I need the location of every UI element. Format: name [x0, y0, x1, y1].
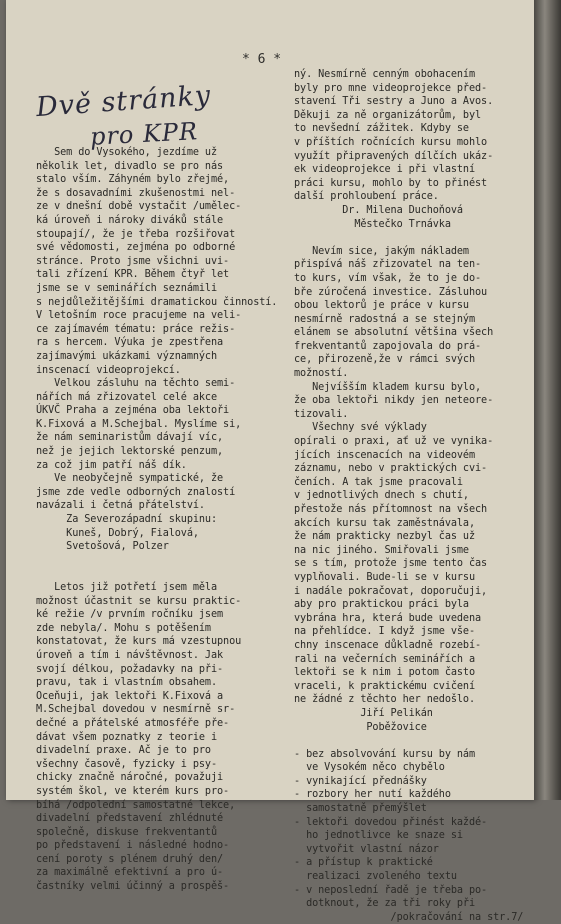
text-line: Městečko Trnávka [294, 218, 451, 230]
text-line: Kuneš, Dobrý, Fialová, [36, 527, 199, 539]
text-line: to kurs, vím však, že to je do- [294, 272, 482, 284]
handwritten-heading-line-2: pro KPR [89, 117, 199, 151]
text-line: se s tím, protože jsme tento čas [294, 558, 488, 570]
text-line: ho jednotlivce ke snaze si [294, 830, 463, 842]
text-line: vyplňovali. Bude-li se v kursu [294, 571, 476, 583]
text-line: možností. [294, 368, 349, 380]
text-line: inscenací videoprojekcí. [36, 364, 181, 376]
text-line: bíhá /odpolední samostatné lekce, [36, 799, 236, 811]
text-line: - lektoři dovedou přinést každé- [294, 816, 488, 828]
page-binding-edge [534, 0, 561, 800]
handwritten-heading-line-1: Dvě stránky [35, 79, 213, 124]
text-line: možnost účastnit se kursu praktic- [36, 595, 242, 607]
text-line [36, 554, 281, 568]
text-line: úroveň a tím i návštěvnost. Jak [36, 649, 224, 661]
text-line: V letošním roce pracujeme na veli- [36, 310, 242, 322]
text-line: ÚKVČ Praha a zejména oba lektoři [36, 405, 230, 417]
text-line: to nevšední zážitek. Kdyby se [294, 123, 469, 135]
text-line: ce, přirozeně,že v rámci svých [294, 354, 476, 366]
text-line: ný. Nesmírně cenným obohacením [294, 69, 476, 80]
left-text-column [36, 146, 281, 894]
text-line: Dr. Milena Duchoňová [294, 204, 463, 216]
text-line: přispívá náš zřizovatel na ten- [294, 259, 482, 271]
text-line: v příštích ročnících kursu mohlo [294, 136, 488, 148]
text-line: jících inscenacích na videovém [294, 449, 476, 461]
text-line: vybrána hra, která bude uvedena [294, 612, 482, 624]
text-line: realizaci zvoleného textu [294, 871, 457, 883]
text-line: systém škol, ve kterém kurs pro- [36, 785, 230, 797]
text-line: na nic jiného. Smiřovali jsme [294, 544, 469, 556]
text-line: stalo vším. Záhyném bylo zřejmé, [36, 174, 230, 186]
text-line: pravu, tak i vlastním obsahem. [36, 677, 218, 689]
text-line [294, 734, 526, 748]
text-line: vraceli, k praktickému cvičení [294, 680, 476, 692]
text-line: nářích má zřizovatel celé akce [36, 391, 218, 403]
text-line: aby pro praktickou práci byla [294, 599, 469, 611]
text-line: /pokračování na str.7/ [294, 911, 524, 923]
text-line: že nám seminaristům dávají víc, [36, 432, 224, 444]
text-line: využít připravených dílčích ukáz- [294, 150, 494, 162]
text-line: ra s hercem. Výuka je zpestřena [36, 337, 224, 349]
text-line: byly pro mne videoprojekce před- [294, 82, 488, 94]
text-line: čeních. A tak jsme pracovali [294, 476, 463, 488]
text-line: Jiří Pelikán [294, 707, 433, 719]
text-line: frekventantů zapojovala do prá- [294, 340, 482, 352]
text-line: - bez absolvování kursu by nám [294, 748, 476, 760]
text-line: za maximálně efektivní a pro ú- [36, 867, 224, 879]
text-line: své vědomosti, zejména po odborné [36, 242, 236, 254]
text-line: než je jejich lektorské penzum, [36, 446, 224, 458]
text-line: opírali o praxi, ať už ve vynika- [294, 436, 494, 448]
text-line: stoupají/, že je třeba rozšiřovat [36, 228, 236, 240]
text-line [36, 567, 281, 581]
text-line: Oceňuji, jak lektoři K.Fixová a [36, 690, 224, 702]
text-line: s nejdůležitějšími dramatickou činností. [36, 296, 278, 308]
text-line: svojí délkou, požadavky na při- [36, 663, 224, 675]
text-line: že oba lektoři nikdy jen neteore- [294, 395, 494, 407]
text-line: záznamu, nebo v praktických cvi- [294, 463, 488, 475]
text-line: ce zajímavém tématu: práce režis- [36, 323, 236, 335]
text-line: konstatovat, že kurs má vzestupnou [36, 636, 242, 648]
text-line: - rozbory her nutí každého [294, 789, 451, 801]
text-line: Letos již potřetí jsem měla [36, 582, 218, 593]
text-line: rali na večerních seminářích a [294, 653, 476, 665]
text-line: přestože nás přítomnost na všech [294, 504, 488, 515]
text-line: stavení Tři sestry a Juno a Avos. [294, 96, 494, 108]
text-line: že s dosavadními zkušenostmi nel- [36, 187, 236, 199]
text-line: - vynikající přednášky [294, 775, 427, 787]
text-line: Nevím sice, jakým nákladem [294, 245, 469, 257]
text-line: - a přístup k praktické [294, 857, 433, 869]
text-line: ké režie /v prvním ročníku jsem [36, 609, 224, 621]
text-line: po představení i následné hodno- [36, 840, 230, 852]
text-line: dávat všem poznatky z teorie i [36, 731, 218, 743]
text-line: častníky velmi účinný a prospěš- [36, 881, 230, 893]
page-number: * 6 * [242, 52, 282, 67]
text-line: v jednotlivých dnech s chutí, [294, 490, 469, 502]
text-line: chicky značně náročné, považuji [36, 772, 224, 784]
text-line: Všechny své výklady [294, 422, 427, 434]
text-line: - v neposlední řadě je třeba po- [294, 884, 488, 896]
text-line: tali zřízení KPR. Během čtyř let [36, 269, 230, 281]
text-line: obou lektorů je práce v kursu [294, 300, 469, 312]
text-line: všechny časově, fyzicky i psy- [36, 758, 218, 770]
text-line: jsme zde vedle odborných znalostí [36, 486, 236, 498]
text-line: ze v dnešní době vystačit /umělec- [36, 201, 242, 213]
text-line: zajímavými ukázkami významných [36, 350, 218, 362]
text-line: divadelní praxe. Ač je to pro [36, 745, 211, 757]
document-page [6, 0, 534, 923]
text-line: práci kursu, mohlo by to přinést [294, 177, 488, 189]
text-line: akcích kursu tak zaměstnávala, [294, 517, 476, 529]
right-text-column [294, 68, 526, 924]
text-line: Poběžovice [294, 721, 427, 733]
text-line: zde nebyla/. Mohu s potěšením [36, 622, 211, 634]
text-line: dotknout, že za tři roky při [294, 898, 476, 910]
text-line: na přehlídce. I když jsme vše- [294, 626, 476, 638]
text-line: ne žádné z těchto her nedošlo. [294, 694, 476, 706]
text-line: ve Vysokém něco chybělo [294, 762, 445, 774]
text-line: lektoři se k nim i potom často [294, 667, 476, 679]
text-line: navázali i četná přátelství. [36, 500, 205, 512]
text-line: cení poroty s plénem druhý den/ [36, 853, 224, 865]
text-line: divadelní představení zhlédnuté [36, 813, 224, 825]
text-line: K.Fixová a M.Schejbal. Myslíme si, [36, 418, 242, 430]
text-line: jsme se v seminářích seznámili [36, 282, 218, 294]
text-line: dečné a přátelské atmosféře pře- [36, 717, 230, 729]
text-line [294, 231, 526, 245]
text-line: nesmírně radostná a se stejným [294, 313, 476, 325]
text-line: Velkou zásluhu na těchto semi- [36, 378, 236, 390]
text-line: ká úroveň i nároky diváků stále [36, 214, 224, 226]
text-line: Nejvíšším kladem kursu bylo, [294, 381, 482, 393]
text-line: Děkuji za ně organizátorům, byl [294, 109, 482, 121]
text-line: Za Severozápadní skupinu: [36, 514, 218, 526]
text-line: Sem do Vysokého, jezdíme už [36, 147, 218, 158]
text-line: vytvořit vlastní názor [294, 843, 439, 855]
text-line: společně, diskuse frekventantů [36, 826, 218, 838]
text-line: stránce. Proto jsme všichni uvi- [36, 255, 230, 267]
text-line: několik let, divadlo se pro nás [36, 160, 224, 172]
text-line: ek videoprojekce i při vlastní [294, 164, 476, 176]
text-line: další prohloubení práce. [294, 191, 439, 203]
text-line: bře zúročená investice. Zásluhou [294, 286, 488, 298]
text-line: chny inscenace důkladně rozebí- [294, 639, 482, 651]
text-line: M.Schejbal dovedou v nesmírně sr- [36, 704, 236, 716]
text-line: samostatně přemýšlet [294, 803, 427, 815]
text-line: Svetošová, Polzer [36, 541, 169, 553]
text-line: elánem se absolutní většina všech [294, 327, 494, 339]
text-line: že nám prakticky nezbyl čas už [294, 531, 476, 543]
text-line: za což jim patří náš dík. [36, 459, 187, 471]
text-line: i nadále pokračovat, doporučuji, [294, 585, 488, 597]
text-line: tizovali. [294, 408, 349, 420]
text-line: Ve neobyčejně sympatické, že [36, 473, 224, 485]
